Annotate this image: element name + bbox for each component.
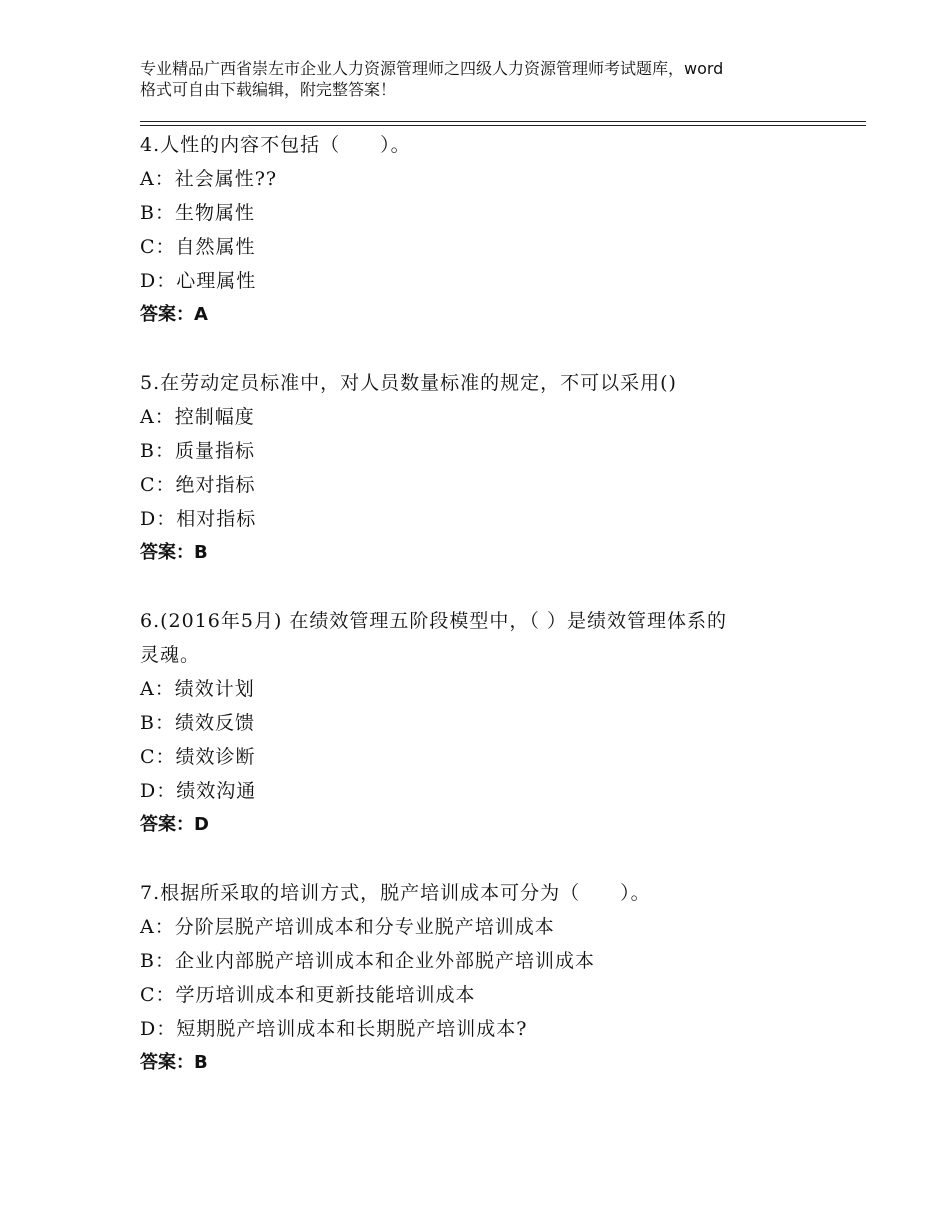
question-7 xyxy=(140,876,840,1080)
option-c: C：绝对指标 xyxy=(140,474,256,496)
option-a: A：社会属性?? xyxy=(140,168,278,190)
answer-line xyxy=(140,808,840,842)
answer-line xyxy=(140,1046,840,1080)
question-4 xyxy=(140,128,840,332)
header-rule-top xyxy=(140,121,866,122)
answer-label: 答案： xyxy=(140,304,194,325)
option-b: B：绩效反馈 xyxy=(140,712,255,734)
option-b: B：生物属性 xyxy=(140,202,255,224)
answer-value: B xyxy=(194,1052,208,1073)
answer-value: B xyxy=(194,542,208,563)
question-stem: 4.人性的内容不包括（ ）。 xyxy=(140,134,411,156)
question-stem: 6.(2016年5月) 在绩效管理五阶段模型中，（ ）是绩效管理体系的 xyxy=(140,610,727,632)
page-header xyxy=(140,58,840,100)
option-d: D：短期脱产培训成本和长期脱产培训成本? xyxy=(140,1018,528,1040)
question-5 xyxy=(140,366,840,570)
question-list xyxy=(140,128,840,1114)
question-stem: 7.根据所采取的培训方式，脱产培训成本可分为（ ）。 xyxy=(140,882,651,904)
question-stem: 5.在劳动定员标准中，对人员数量标准的规定，不可以采用() xyxy=(140,372,677,394)
question-6 xyxy=(140,604,840,842)
option-b: B：质量指标 xyxy=(140,440,255,462)
question-stem-continued: 灵魂。 xyxy=(140,644,201,666)
option-b: B：企业内部脱产培训成本和企业外部脱产培训成本 xyxy=(140,950,595,972)
option-a: A：绩效计划 xyxy=(140,678,255,700)
answer-value: A xyxy=(194,304,208,325)
answer-value: D xyxy=(194,814,209,835)
answer-label: 答案： xyxy=(140,542,194,563)
header-line-1: 专业精品广西省崇左市企业人力资源管理师之四级人力资源管理师考试题库，word xyxy=(140,59,724,78)
option-d: D：绩效沟通 xyxy=(140,780,257,802)
option-c: C：自然属性 xyxy=(140,236,256,258)
header-line-2: 格式可自由下载编辑，附完整答案！ xyxy=(140,80,397,99)
option-a: A：控制幅度 xyxy=(140,406,255,428)
option-c: C：学历培训成本和更新技能培训成本 xyxy=(140,984,476,1006)
answer-label: 答案： xyxy=(140,1052,194,1073)
option-c: C：绩效诊断 xyxy=(140,746,256,768)
answer-line xyxy=(140,298,840,332)
header-rule-bottom xyxy=(140,125,866,126)
answer-line xyxy=(140,536,840,570)
option-a: A：分阶层脱产培训成本和分专业脱产培训成本 xyxy=(140,916,555,938)
option-d: D：相对指标 xyxy=(140,508,257,530)
answer-label: 答案： xyxy=(140,814,194,835)
option-d: D：心理属性 xyxy=(140,270,257,292)
